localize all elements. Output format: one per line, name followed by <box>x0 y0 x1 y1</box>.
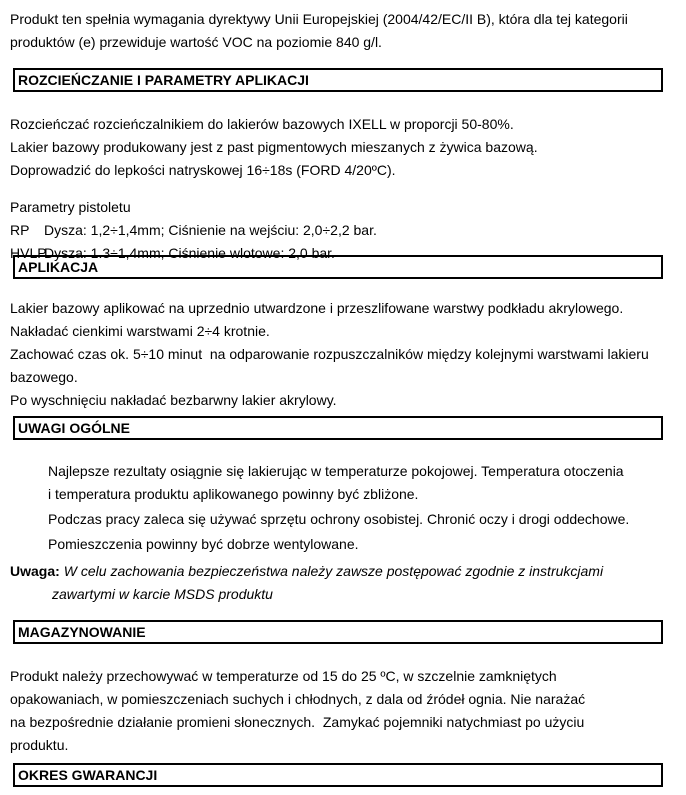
gun-row-rp <box>10 219 674 242</box>
application-line-2: Nakładać cienkimi warstwami 2÷4 krotnie. <box>10 323 270 339</box>
gun-parameters-title <box>10 196 674 219</box>
gun-row-hvlp-value: Dysza: 1.3÷1,4mm; Ciśnienie wlotowe: 2,0 bar. <box>44 245 335 261</box>
general-notes-para-1 <box>48 460 686 506</box>
general-notes-para1-line-1: Najlepsze rezultaty osiągnie się lakierując w temperaturze pokojowej. Temperatura otoczenia <box>48 463 624 479</box>
intro-line-2: produktów (e) przewiduje wartość VOC na poziomie 840 g/l. <box>10 34 382 50</box>
application-line-4: bazowego. <box>10 369 78 385</box>
gun-row-rp-label: RP <box>10 222 30 238</box>
general-notes-para-3 <box>48 533 686 556</box>
application-line-5: Po wyschnięciu nakładać bezbarwny lakier akrylowy. <box>10 392 337 408</box>
general-notes-para-2 <box>48 508 686 531</box>
application-line-3: Zachować czas ok. 5÷10 minut na odparowanie rozpuszczalników między kolejnymi warstwami lakieru <box>10 346 649 362</box>
section-header-warranty: OKRES GWARANCJI <box>13 763 663 787</box>
safety-note-label: Uwaga: <box>10 563 60 579</box>
safety-note <box>10 560 686 606</box>
section-header-dilution: ROZCIEŃCZANIE I PARAMETRY APLIKACJI <box>13 68 663 92</box>
storage-line-3: na bezpośrednie działanie promieni słonecznych. Zamykać pojemniki natychmiast po użyciu <box>10 714 585 730</box>
storage-line-1: Produkt należy przechowywać w temperaturze od 15 do 25 ºC, w szczelnie zamkniętych <box>10 668 557 684</box>
safety-note-line-1: W celu zachowania bezpieczeństwa należy zawsze postępować zgodnie z instrukcjami <box>63 563 604 579</box>
section-header-general-notes: UWAGI OGÓLNE <box>13 416 663 440</box>
safety-note-line-2: zawartymi w karcie MSDS produktu <box>52 586 273 602</box>
general-notes-para1-line-2: i temperatura produktu aplikowanego powinny być zbliżone. <box>48 486 419 502</box>
section-header-storage: MAGAZYNOWANIE <box>13 620 663 644</box>
dilution-line-2: Lakier bazowy produkowany jest z past pigmentowych mieszanych z żywica bazową. <box>10 139 538 155</box>
application-paragraph <box>10 297 674 412</box>
general-notes-para3-line: Pomieszczenia powinny być dobrze wentylowane. <box>48 536 359 552</box>
gun-row-rp-value: Dysza: 1,2÷1,4mm; Ciśnienie na wejściu: 2,0÷2,2 bar. <box>44 222 377 238</box>
gun-title-line: Parametry pistoletu <box>10 199 131 215</box>
storage-line-4: produktu. <box>10 737 69 753</box>
storage-line-2: opakowaniach, w pomieszczeniach suchych i chłodnych, z dala od źródeł ognia. Nie narażać <box>10 691 586 707</box>
gun-row-hvlp-label: HVLP <box>10 245 47 261</box>
intro-line-1: Produkt ten spełnia wymagania dyrektywy Unii Europejskiej (2004/42/EC/II B), która dla tej kategorii <box>10 11 628 27</box>
general-notes-block <box>48 460 686 556</box>
general-notes-para2-line: Podczas pracy zaleca się używać sprzętu ochrony osobistej. Chronić oczy i drogi oddechowe. <box>48 511 630 527</box>
dilution-line-1: Rozcieńczać rozcieńczalnikiem do lakierów bazowych IXELL w proporcji 50-80%. <box>10 116 514 132</box>
application-line-1: Lakier bazowy aplikować na uprzednio utwardzone i przeszlifowane warstwy podkładu akrylowego. <box>10 300 624 316</box>
intro-paragraph <box>10 0 674 54</box>
storage-paragraph <box>10 665 674 757</box>
dilution-paragraph <box>10 113 674 182</box>
section-header-application: APLIKACJA <box>13 255 663 279</box>
dilution-line-3: Doprowadzić do lepkości natryskowej 16÷18s (FORD 4/20ºC). <box>10 162 396 178</box>
